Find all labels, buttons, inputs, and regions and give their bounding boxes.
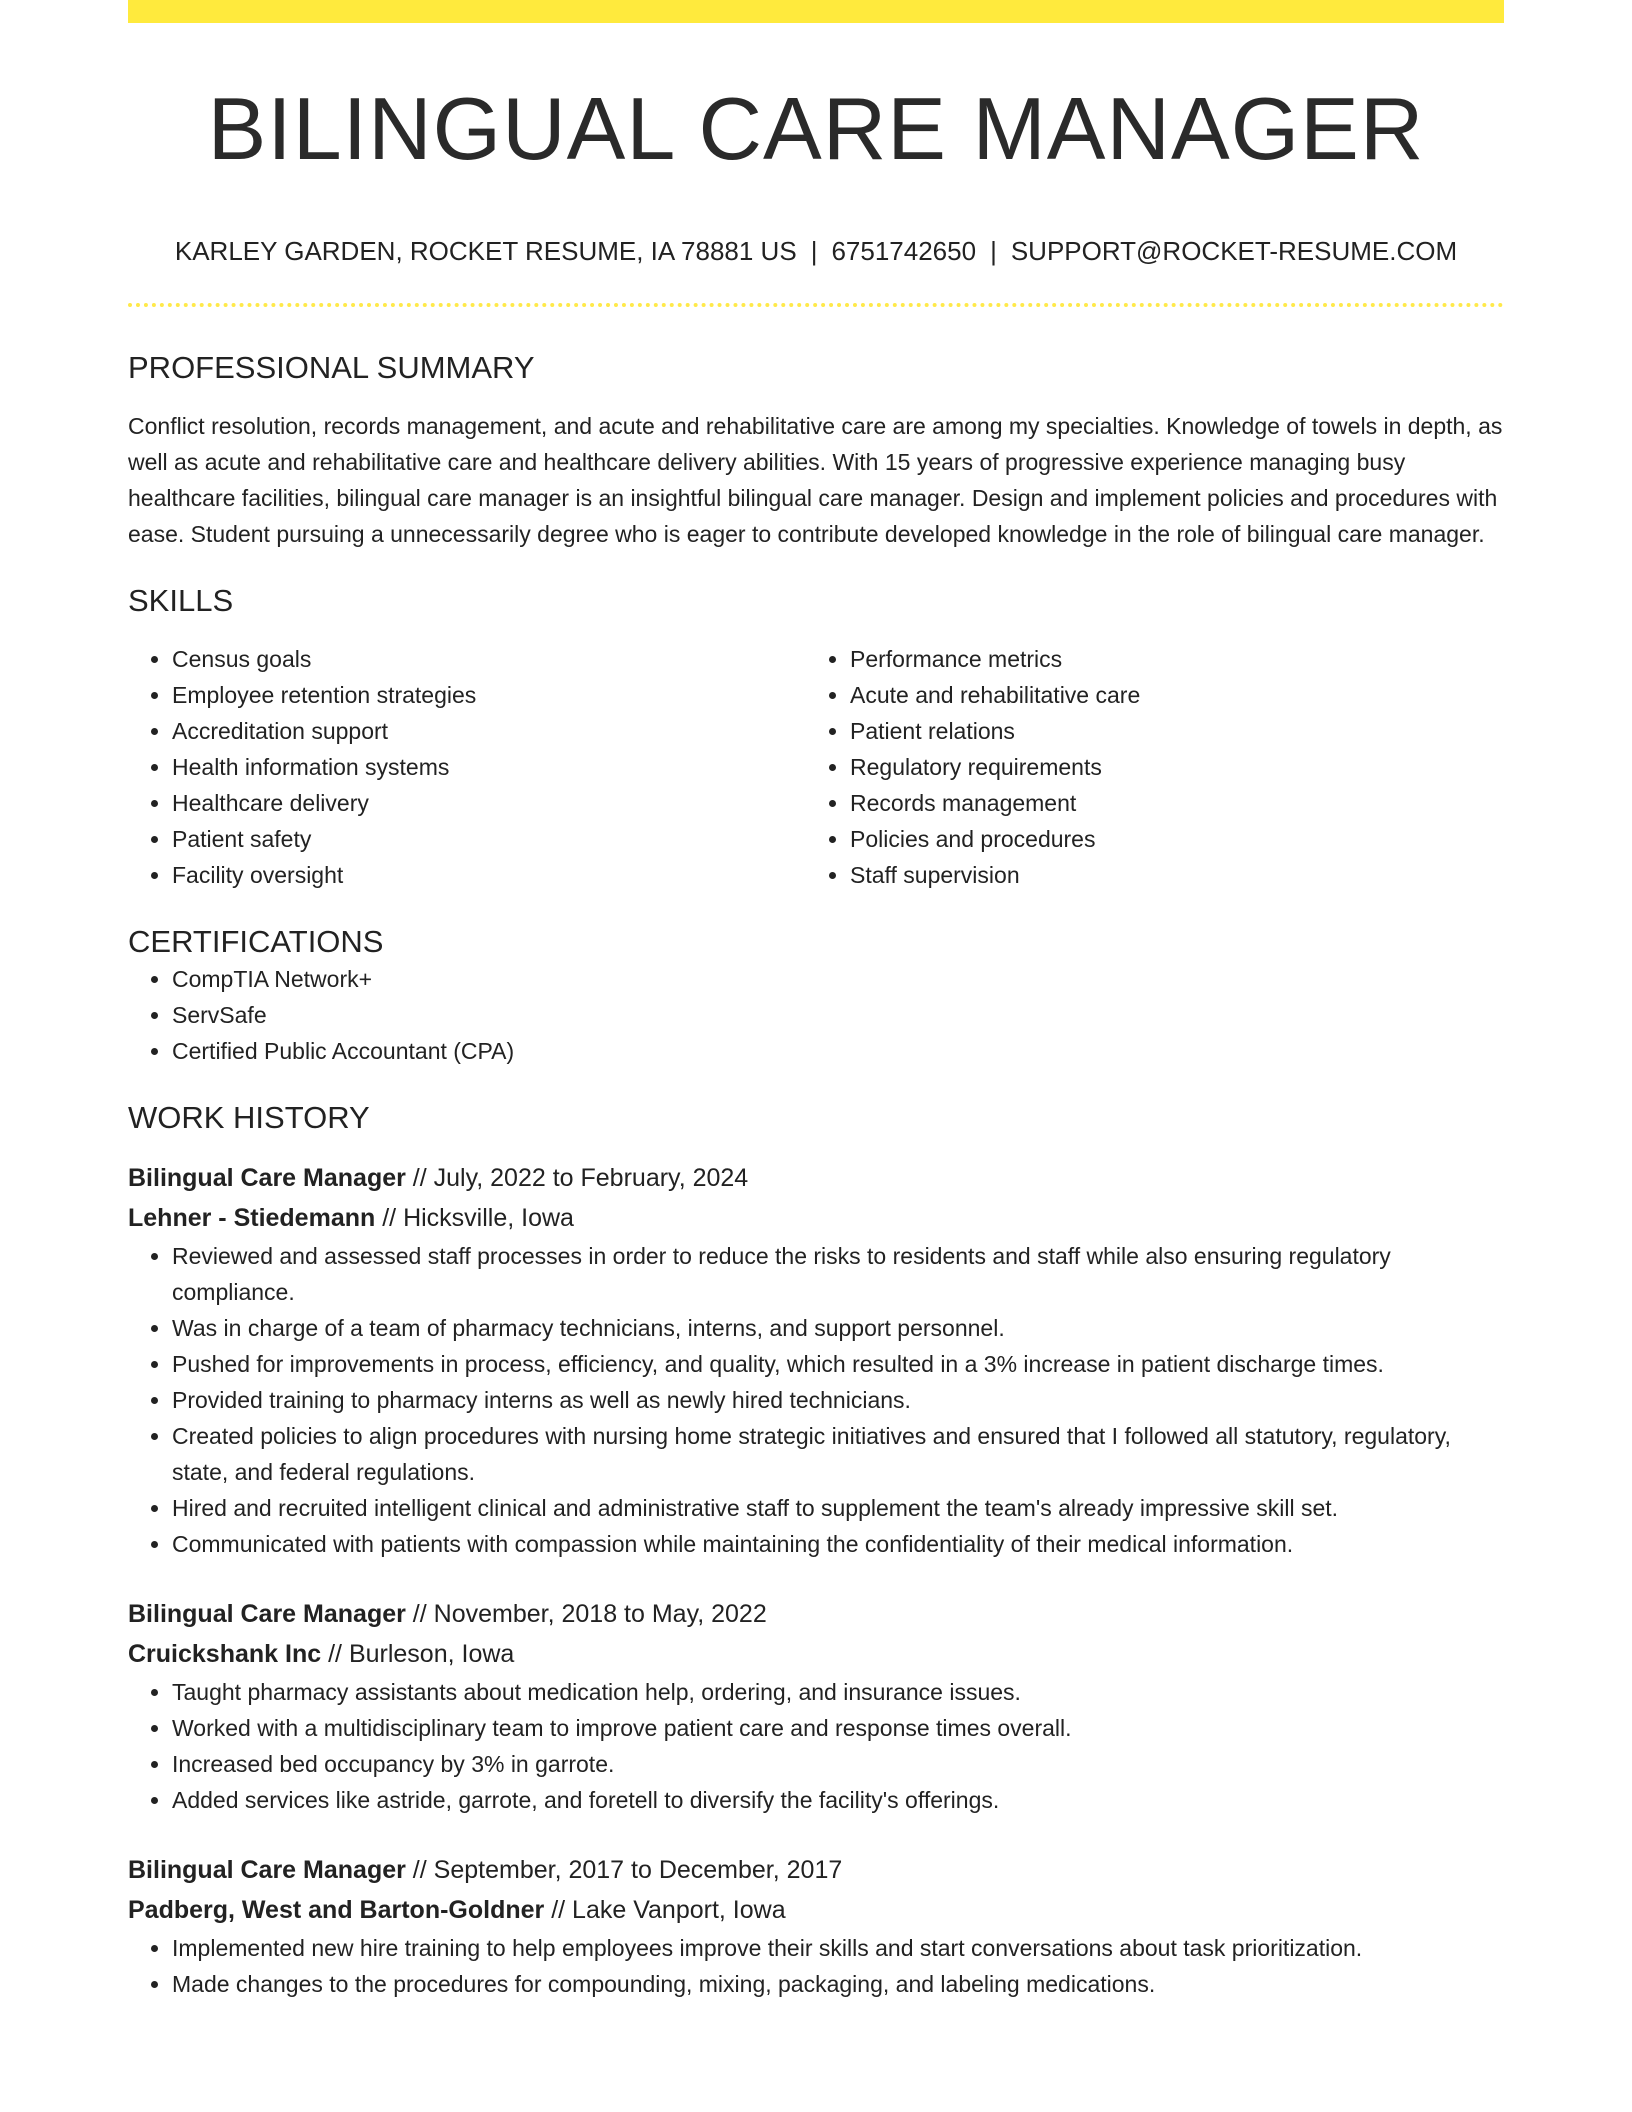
skill-item: • Facility oversight xyxy=(172,857,806,893)
job-dates: November, 2018 to May, 2022 xyxy=(433,1599,767,1628)
job-bullet-list xyxy=(128,1930,1504,2002)
job-company-line xyxy=(128,1634,1504,1674)
skills-grid xyxy=(128,641,1504,893)
job-title-line xyxy=(128,1594,1504,1634)
job-bullet: • Was in charge of a team of pharmacy technicians, interns, and support personnel. xyxy=(172,1310,1504,1346)
job-bullet: • Taught pharmacy assistants about medication help, ordering, and insurance issues. xyxy=(172,1674,1504,1710)
job-bullet: • Increased bed occupancy by 3% in garrote. xyxy=(172,1746,1504,1782)
job-bullet-list xyxy=(128,1674,1504,1818)
job-title-line xyxy=(128,1158,1504,1198)
job-bullet: • Added services like astride, garrote, and foretell to diversify the facility's offerings. xyxy=(172,1782,1504,1818)
contact-line xyxy=(128,236,1504,267)
job-separator: // xyxy=(405,1163,434,1192)
job-dates: July, 2022 to February, 2024 xyxy=(433,1163,749,1192)
skills-list-right xyxy=(806,641,1484,893)
job-entry xyxy=(128,1850,1504,2002)
job-company: Padberg, West and Barton-Goldner xyxy=(128,1895,545,1924)
job-company: Cruickshank Inc xyxy=(128,1639,322,1668)
skill-item: • Records management xyxy=(850,785,1484,821)
skill-item: • Accreditation support xyxy=(172,713,806,749)
skill-item: • Patient relations xyxy=(850,713,1484,749)
job-separator: // xyxy=(375,1203,404,1232)
certification-item: • ServSafe xyxy=(172,997,1504,1033)
skill-item: • Regulatory requirements xyxy=(850,749,1484,785)
job-company-line xyxy=(128,1890,1504,1930)
job-bullet: • Hired and recruited intelligent clinical and administrative staff to supplement the team's already impressive skill set. xyxy=(172,1490,1504,1526)
skill-item: • Census goals xyxy=(172,641,806,677)
job-bullet: • Made changes to the procedures for compounding, mixing, packaging, and labeling medications. xyxy=(172,1966,1504,2002)
summary-heading: PROFESSIONAL SUMMARY xyxy=(128,349,535,385)
job-bullet: • Worked with a multidisciplinary team to improve patient care and response times overall. xyxy=(172,1710,1504,1746)
job-entry xyxy=(128,1158,1504,1562)
skill-item: • Performance metrics xyxy=(850,641,1484,677)
skills-column-right xyxy=(806,641,1484,893)
contact-email[interactable]: SUPPORT@ROCKET-RESUME.COM xyxy=(1010,235,1458,266)
skills-heading: SKILLS xyxy=(128,583,234,619)
job-bullet-list xyxy=(128,1238,1504,1562)
contact-address: KARLEY GARDEN, ROCKET RESUME, IA 78881 US xyxy=(174,235,797,266)
skills-column-left xyxy=(128,641,806,893)
job-location: Burleson, Iowa xyxy=(348,1639,515,1668)
job-title: Bilingual Care Manager xyxy=(128,1855,406,1884)
job-bullet: • Provided training to pharmacy interns as well as newly hired technicians. xyxy=(172,1382,1504,1418)
job-separator: // xyxy=(544,1895,573,1924)
resume-page xyxy=(128,0,1504,2002)
certifications-heading: CERTIFICATIONS xyxy=(128,924,384,960)
skill-item: • Healthcare delivery xyxy=(172,785,806,821)
skill-item: • Patient safety xyxy=(172,821,806,857)
job-bullet: • Implemented new hire training to help employees improve their skills and start conversations about task prioritization. xyxy=(172,1930,1504,1966)
resume-title: BILINGUAL CARE MANAGER xyxy=(207,79,1425,178)
skill-item: • Policies and procedures xyxy=(850,821,1484,857)
job-separator: // xyxy=(405,1599,434,1628)
work-history-heading: WORK HISTORY xyxy=(128,1099,370,1135)
job-bullet: • Created policies to align procedures with nursing home strategic initiatives and ensured that I followed all statutory, regulatory, state, and federal regulations. xyxy=(172,1418,1504,1490)
job-company: Lehner - Stiedemann xyxy=(128,1203,376,1232)
job-bullet: • Reviewed and assessed staff processes in order to reduce the risks to residents and staff while also ensuring regulatory compliance. xyxy=(172,1238,1504,1310)
certification-item: • CompTIA Network+ xyxy=(172,961,1504,997)
certifications-list xyxy=(128,961,1504,1069)
summary-text: Conflict resolution, records management, and acute and rehabilitative care are among my specialties. Knowledge of towels in depth, as well as acute and rehabilitative care and healthcare delivery abilities. With 15 years of progressive experience managing busy healthcare facilities, bilingual care manager is an insightful bilingual care manager. Design and implement policies and procedures with ease. Student pursuing a unnecessarily degree who is eager to contribute developed knowledge in the role of bilingual care manager. xyxy=(128,413,1503,548)
job-company-line xyxy=(128,1198,1504,1238)
job-separator: // xyxy=(405,1855,434,1884)
job-dates: September, 2017 to December, 2017 xyxy=(433,1855,843,1884)
contact-separator: | xyxy=(810,235,818,266)
job-title: Bilingual Care Manager xyxy=(128,1163,406,1192)
skills-list-left xyxy=(128,641,806,893)
job-separator: // xyxy=(321,1639,349,1668)
job-title: Bilingual Care Manager xyxy=(128,1599,406,1628)
skill-item: • Employee retention strategies xyxy=(172,677,806,713)
dotted-divider xyxy=(128,303,1504,307)
job-location: Lake Vanport, Iowa xyxy=(572,1895,786,1924)
skill-item: • Health information systems xyxy=(172,749,806,785)
job-location: Hicksville, Iowa xyxy=(403,1203,574,1232)
contact-phone[interactable]: 6751742650 xyxy=(831,235,977,266)
job-entry xyxy=(128,1594,1504,1818)
skill-item: • Acute and rehabilitative care xyxy=(850,677,1484,713)
job-title-line xyxy=(128,1850,1504,1890)
job-bullet: • Pushed for improvements in process, efficiency, and quality, which resulted in a 3% increase in patient discharge times. xyxy=(172,1346,1504,1382)
skill-item: • Staff supervision xyxy=(850,857,1484,893)
contact-separator: | xyxy=(990,235,997,266)
job-bullet: • Communicated with patients with compassion while maintaining the confidentiality of their medical information. xyxy=(172,1526,1504,1562)
certification-item: • Certified Public Accountant (CPA) xyxy=(172,1033,1504,1069)
top-accent-bar xyxy=(128,0,1504,23)
